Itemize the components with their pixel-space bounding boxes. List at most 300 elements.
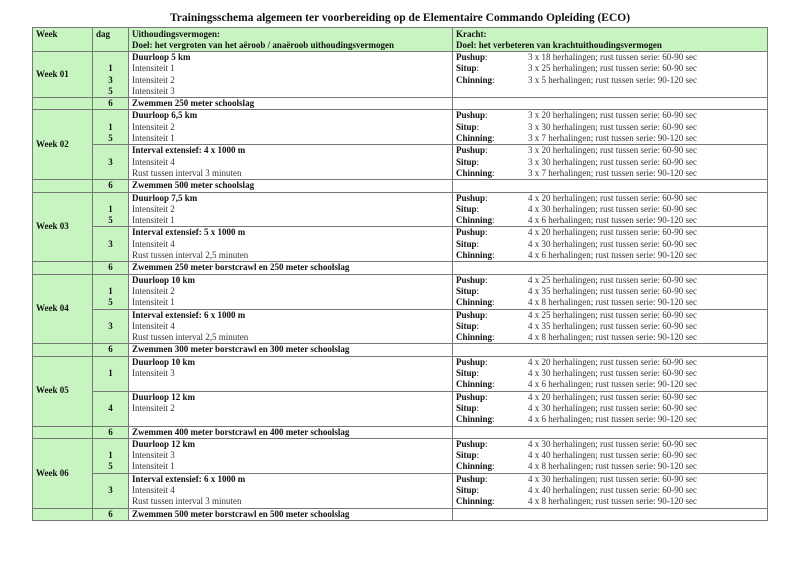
exercise-detail: Intensiteit 2 xyxy=(132,285,175,296)
colon: : xyxy=(492,379,495,390)
swim-day: 6 xyxy=(93,508,129,520)
strength-exercise-value: 4 x 40 herhalingen; rust tussen serie: 60-90 sec xyxy=(528,450,697,461)
swim-row xyxy=(33,262,768,274)
strength-exercise-name: Pushup xyxy=(456,274,486,285)
strength-exercise-value: 3 x 20 herhalingen; rust tussen serie: 60-90 sec xyxy=(528,145,697,156)
endurance-cell xyxy=(129,227,453,262)
day-number: 1 xyxy=(108,368,113,379)
strength-item xyxy=(456,321,764,332)
exercise-detail: Intensiteit 2 xyxy=(132,203,175,214)
swim-text: Zwemmen 300 meter borstcrawl en 300 meter schoolslag xyxy=(129,344,453,356)
strength-exercise-label xyxy=(456,110,528,121)
swim-day: 6 xyxy=(93,262,129,274)
strength-exercise-label xyxy=(456,297,528,308)
exercise-detail: Intensiteit 1 xyxy=(132,297,175,308)
colon: : xyxy=(485,192,488,203)
strength-exercise-label xyxy=(456,450,528,461)
strength-cell xyxy=(453,227,768,262)
strength-exercise-value: 3 x 18 herhalingen; rust tussen serie: 60-90 sec xyxy=(528,52,697,62)
strength-exercise-name: Chinning xyxy=(456,297,493,308)
strength-exercise-label xyxy=(456,496,528,507)
strength-item xyxy=(456,52,764,63)
day-number: 3 xyxy=(108,238,113,249)
swim-row xyxy=(33,508,768,520)
colon: : xyxy=(492,496,495,507)
day-number: 4 xyxy=(108,402,113,413)
colon: : xyxy=(476,63,480,74)
strength-exercise-name: Pushup xyxy=(456,356,486,367)
exercise-detail: Intensiteit 1 xyxy=(132,63,175,74)
endurance-cell xyxy=(129,438,453,473)
exercise-title: Interval extensief: 6 x 1000 m xyxy=(132,473,246,484)
strength-exercise-value: 4 x 20 herhalingen; rust tussen serie: 60-90 sec xyxy=(528,227,697,238)
strength-exercise-label xyxy=(456,392,528,403)
strength-exercise-label xyxy=(456,52,528,63)
colon: : xyxy=(492,167,495,178)
exercise-detail: Intensiteit 4 xyxy=(132,238,175,249)
training-block-row xyxy=(33,227,768,262)
day-number: 3 xyxy=(108,484,113,495)
header-strength xyxy=(453,28,768,52)
exercise-detail: Intensiteit 2 xyxy=(132,121,175,132)
exercise-title: Duurloop 10 km xyxy=(132,356,196,367)
endurance-cell xyxy=(129,192,453,227)
colon: : xyxy=(492,297,495,308)
swim-strength-empty xyxy=(453,344,768,356)
swim-day: 6 xyxy=(93,344,129,356)
strength-exercise-name: Situp xyxy=(456,156,477,167)
strength-exercise-label xyxy=(456,193,528,204)
swim-row xyxy=(33,426,768,438)
week-spacer-cell xyxy=(33,180,93,192)
swim-day: 6 xyxy=(93,180,129,192)
strength-item xyxy=(456,439,764,450)
strength-item xyxy=(456,157,764,168)
day-number: 1 xyxy=(108,121,113,132)
swim-strength-empty xyxy=(453,508,768,520)
exercise-detail: Rust tussen interval 3 minuten xyxy=(132,167,242,178)
exercise-detail: Intensiteit 1 xyxy=(132,461,175,472)
strength-exercise-value: 3 x 20 herhalingen; rust tussen serie: 60-90 sec xyxy=(528,110,697,121)
strength-cell xyxy=(453,110,768,145)
strength-exercise-value: 4 x 30 herhalingen; rust tussen serie: 60-90 sec xyxy=(528,368,697,379)
header-endurance xyxy=(129,28,453,52)
swim-strength-empty xyxy=(453,180,768,192)
day-number: 5 xyxy=(108,215,113,226)
strength-item xyxy=(456,332,764,343)
training-block-row xyxy=(33,274,768,309)
colon: : xyxy=(492,74,495,85)
strength-exercise-value: 3 x 5 herhalingen; rust tussen serie: 90-120 sec xyxy=(528,74,697,85)
week-spacer-cell xyxy=(33,262,93,274)
day-number: 5 xyxy=(108,461,113,472)
strength-cell xyxy=(453,356,768,391)
day-cell xyxy=(93,438,129,473)
week-spacer-cell xyxy=(33,98,93,110)
strength-exercise-value: 4 x 6 herhalingen; rust tussen serie: 90-120 sec xyxy=(528,414,697,425)
strength-exercise-value: 4 x 25 herhalingen; rust tussen serie: 60-90 sec xyxy=(528,309,697,320)
strength-exercise-label xyxy=(456,403,528,414)
exercise-detail: Rust tussen interval 2,5 minuten xyxy=(132,250,249,261)
strength-item xyxy=(456,168,764,179)
colon: : xyxy=(485,438,488,449)
strength-exercise-value: 4 x 30 herhalingen; rust tussen serie: 60-90 sec xyxy=(528,402,697,413)
strength-exercise-label xyxy=(456,239,528,250)
strength-exercise-value: 4 x 8 herhalingen; rust tussen serie: 90-120 sec xyxy=(528,332,697,343)
header-dag: dag xyxy=(93,28,129,52)
day-number: 3 xyxy=(108,156,113,167)
strength-exercise-value: 4 x 8 herhalingen; rust tussen serie: 90-120 sec xyxy=(528,461,697,472)
day-number: 5 xyxy=(108,297,113,308)
strength-cell xyxy=(453,309,768,344)
strength-exercise-name: Situp xyxy=(456,121,477,132)
endurance-cell xyxy=(129,356,453,391)
strength-exercise-value: 4 x 6 herhalingen; rust tussen serie: 90-120 sec xyxy=(528,250,697,261)
strength-item xyxy=(456,286,764,297)
strength-exercise-value: 4 x 8 herhalingen; rust tussen serie: 90-120 sec xyxy=(528,496,697,507)
strength-exercise-name: Situp xyxy=(456,320,477,331)
strength-exercise-label xyxy=(456,332,528,343)
colon: : xyxy=(485,110,488,121)
training-block-row xyxy=(33,145,768,180)
header-strength-goal: Doel: het verbeteren van krachtuithoudingsvermogen xyxy=(456,39,662,50)
strength-item xyxy=(456,474,764,485)
week-label: Week 05 xyxy=(33,356,93,426)
colon: : xyxy=(476,156,480,167)
training-block-row xyxy=(33,356,768,391)
strength-exercise-value: 4 x 30 herhalingen; rust tussen serie: 60-90 sec xyxy=(528,438,697,449)
strength-exercise-label xyxy=(456,474,528,485)
colon: : xyxy=(476,121,480,132)
strength-item xyxy=(456,485,764,496)
colon: : xyxy=(476,484,480,495)
day-cell xyxy=(93,391,129,426)
swim-row xyxy=(33,344,768,356)
week-label: Week 06 xyxy=(33,438,93,508)
strength-exercise-label xyxy=(456,168,528,179)
strength-exercise-value: 4 x 20 herhalingen; rust tussen serie: 60-90 sec xyxy=(528,192,697,203)
strength-exercise-name: Pushup xyxy=(456,309,486,320)
header-week: Week xyxy=(33,28,93,52)
strength-exercise-name: Chinning xyxy=(456,167,493,178)
endurance-cell xyxy=(129,473,453,508)
training-schedule-table xyxy=(32,27,768,521)
training-block-row xyxy=(33,52,768,98)
strength-exercise-value: 3 x 25 herhalingen; rust tussen serie: 60-90 sec xyxy=(528,63,697,74)
strength-exercise-value: 4 x 30 herhalingen; rust tussen serie: 60-90 sec xyxy=(528,473,697,484)
swim-strength-empty xyxy=(453,98,768,110)
strength-cell xyxy=(453,145,768,180)
day-number: 3 xyxy=(108,320,113,331)
strength-exercise-value: 4 x 35 herhalingen; rust tussen serie: 60-90 sec xyxy=(528,285,697,296)
strength-exercise-name: Pushup xyxy=(456,391,486,402)
endurance-cell xyxy=(129,110,453,145)
exercise-title: Interval extensief: 6 x 1000 m xyxy=(132,309,246,320)
exercise-detail: Intensiteit 1 xyxy=(132,133,175,144)
day-number: 1 xyxy=(108,285,113,296)
header-endurance-title: Uithoudingsvermogen: xyxy=(132,29,221,39)
endurance-cell xyxy=(129,274,453,309)
strength-exercise-value: 4 x 8 herhalingen; rust tussen serie: 90-120 sec xyxy=(528,297,697,308)
training-block-row xyxy=(33,110,768,145)
day-cell xyxy=(93,356,129,391)
week-spacer-cell xyxy=(33,426,93,438)
day-cell xyxy=(93,145,129,180)
strength-item xyxy=(456,145,764,156)
strength-item xyxy=(456,75,764,86)
exercise-title: Duurloop 12 km xyxy=(132,391,196,402)
strength-exercise-label xyxy=(456,485,528,496)
training-block-row xyxy=(33,309,768,344)
strength-exercise-value: 4 x 35 herhalingen; rust tussen serie: 60-90 sec xyxy=(528,320,697,331)
colon: : xyxy=(485,274,488,285)
strength-cell xyxy=(453,192,768,227)
exercise-detail: Intensiteit 4 xyxy=(132,320,175,331)
strength-exercise-name: Chinning xyxy=(456,461,493,472)
strength-exercise-label xyxy=(456,204,528,215)
exercise-detail: Intensiteit 3 xyxy=(132,85,175,96)
day-number: 5 xyxy=(108,85,113,96)
strength-item xyxy=(456,450,764,461)
exercise-detail: Intensiteit 3 xyxy=(132,368,175,379)
day-number: 1 xyxy=(108,63,113,74)
strength-exercise-name: Chinning xyxy=(456,250,493,261)
day-number: 3 xyxy=(108,74,113,85)
exercise-title: Duurloop 10 km xyxy=(132,274,196,285)
strength-exercise-name: Chinning xyxy=(456,74,493,85)
swim-row xyxy=(33,98,768,110)
strength-exercise-value: 4 x 40 herhalingen; rust tussen serie: 60-90 sec xyxy=(528,484,697,495)
strength-exercise-label xyxy=(456,461,528,472)
colon: : xyxy=(485,145,488,156)
strength-exercise-name: Pushup xyxy=(456,145,486,156)
strength-exercise-name: Pushup xyxy=(456,473,486,484)
strength-exercise-label xyxy=(456,122,528,133)
strength-exercise-name: Chinning xyxy=(456,215,493,226)
strength-exercise-label xyxy=(456,75,528,86)
strength-cell xyxy=(453,473,768,508)
colon: : xyxy=(485,52,488,62)
strength-exercise-value: 3 x 7 herhalingen; rust tussen serie: 90-120 sec xyxy=(528,167,697,178)
day-cell xyxy=(93,52,129,98)
strength-exercise-name: Situp xyxy=(456,484,477,495)
training-block-row xyxy=(33,192,768,227)
strength-item xyxy=(456,368,764,379)
training-block-row xyxy=(33,473,768,508)
exercise-detail: Intensiteit 2 xyxy=(132,74,175,85)
strength-item xyxy=(456,496,764,507)
strength-exercise-label xyxy=(456,439,528,450)
colon: : xyxy=(476,402,480,413)
strength-exercise-label xyxy=(456,414,528,425)
exercise-title: Duurloop 5 km xyxy=(132,52,191,62)
exercise-title: Duurloop 6,5 km xyxy=(132,110,198,121)
swim-row xyxy=(33,180,768,192)
strength-exercise-name: Chinning xyxy=(456,133,493,144)
strength-exercise-name: Pushup xyxy=(456,52,486,62)
strength-item xyxy=(456,239,764,250)
strength-exercise-label xyxy=(456,227,528,238)
strength-item xyxy=(456,193,764,204)
strength-exercise-name: Situp xyxy=(456,368,477,379)
strength-exercise-label xyxy=(456,133,528,144)
endurance-cell xyxy=(129,145,453,180)
strength-item xyxy=(456,461,764,472)
week-label: Week 04 xyxy=(33,274,93,344)
header-endurance-goal: Doel: het vergroten van het aëroob / anaëroob uithoudingsvermogen xyxy=(132,39,394,50)
strength-exercise-name: Chinning xyxy=(456,496,493,507)
swim-text: Zwemmen 250 meter borstcrawl en 250 meter schoolslag xyxy=(129,262,453,274)
document-title: Trainingsschema algemeen ter voorbereiding op de Elementaire Commando Opleiding (ECO) xyxy=(169,12,631,24)
colon: : xyxy=(492,332,495,343)
strength-item xyxy=(456,215,764,226)
strength-item xyxy=(456,379,764,390)
strength-cell xyxy=(453,52,768,98)
exercise-detail: Intensiteit 4 xyxy=(132,156,175,167)
strength-exercise-value: 3 x 30 herhalingen; rust tussen serie: 60-90 sec xyxy=(528,156,697,167)
strength-exercise-value: 4 x 20 herhalingen; rust tussen serie: 60-90 sec xyxy=(528,356,697,367)
day-cell xyxy=(93,274,129,309)
day-number: 1 xyxy=(108,450,113,461)
strength-item xyxy=(456,275,764,286)
strength-exercise-name: Pushup xyxy=(456,110,486,121)
day-cell xyxy=(93,309,129,344)
colon: : xyxy=(476,320,480,331)
colon: : xyxy=(476,450,480,461)
exercise-detail: Rust tussen interval 3 minuten xyxy=(132,496,242,507)
strength-item xyxy=(456,414,764,425)
strength-item xyxy=(456,250,764,261)
day-cell xyxy=(93,473,129,508)
strength-exercise-label xyxy=(456,379,528,390)
strength-exercise-name: Pushup xyxy=(456,192,486,203)
strength-item xyxy=(456,204,764,215)
strength-item xyxy=(456,133,764,144)
strength-item xyxy=(456,310,764,321)
colon: : xyxy=(476,238,480,249)
strength-exercise-name: Situp xyxy=(456,285,477,296)
swim-text: Zwemmen 500 meter schoolslag xyxy=(129,180,453,192)
endurance-cell xyxy=(129,52,453,98)
strength-exercise-value: 3 x 7 herhalingen; rust tussen serie: 90-120 sec xyxy=(528,133,697,144)
exercise-title: Duurloop 12 km xyxy=(132,438,196,449)
day-number: 1 xyxy=(108,203,113,214)
header-strength-title: Kracht: xyxy=(456,29,487,39)
swim-text: Zwemmen 400 meter borstcrawl en 400 meter schoolslag xyxy=(129,426,453,438)
colon: : xyxy=(485,473,488,484)
swim-day: 6 xyxy=(93,98,129,110)
strength-item xyxy=(456,110,764,121)
swim-strength-empty xyxy=(453,262,768,274)
colon: : xyxy=(485,309,488,320)
exercise-detail: Intensiteit 2 xyxy=(132,402,175,413)
colon: : xyxy=(492,461,495,472)
exercise-title: Interval extensief: 4 x 1000 m xyxy=(132,145,246,156)
day-cell xyxy=(93,110,129,145)
week-label: Week 03 xyxy=(33,192,93,262)
strength-exercise-name: Pushup xyxy=(456,227,486,238)
exercise-title: Interval extensief: 5 x 1000 m xyxy=(132,227,246,238)
strength-item xyxy=(456,227,764,238)
endurance-cell xyxy=(129,309,453,344)
week-spacer-cell xyxy=(33,508,93,520)
colon: : xyxy=(476,368,480,379)
colon: : xyxy=(476,285,480,296)
strength-cell xyxy=(453,391,768,426)
day-cell xyxy=(93,192,129,227)
endurance-cell xyxy=(129,391,453,426)
strength-exercise-label xyxy=(456,368,528,379)
strength-exercise-label xyxy=(456,357,528,368)
strength-exercise-name: Situp xyxy=(456,203,477,214)
colon: : xyxy=(485,391,488,402)
exercise-detail: Intensiteit 1 xyxy=(132,215,175,226)
strength-cell xyxy=(453,274,768,309)
strength-item xyxy=(456,357,764,368)
strength-exercise-label xyxy=(456,310,528,321)
strength-exercise-name: Chinning xyxy=(456,332,493,343)
strength-exercise-name: Chinning xyxy=(456,379,493,390)
colon: : xyxy=(492,215,495,226)
exercise-detail: Intensiteit 3 xyxy=(132,450,175,461)
strength-item xyxy=(456,392,764,403)
colon: : xyxy=(492,133,495,144)
day-number: 5 xyxy=(108,133,113,144)
week-label: Week 02 xyxy=(33,110,93,180)
colon: : xyxy=(485,227,488,238)
strength-exercise-label xyxy=(456,145,528,156)
strength-exercise-name: Pushup xyxy=(456,438,486,449)
strength-exercise-label xyxy=(456,63,528,74)
colon: : xyxy=(485,356,488,367)
swim-text: Zwemmen 500 meter borstcrawl en 500 meter schoolslag xyxy=(129,508,453,520)
strength-exercise-name: Situp xyxy=(456,450,477,461)
strength-exercise-value: 4 x 25 herhalingen; rust tussen serie: 60-90 sec xyxy=(528,274,697,285)
colon: : xyxy=(476,203,480,214)
strength-item xyxy=(456,63,764,74)
strength-exercise-label xyxy=(456,275,528,286)
week-label: Week 01 xyxy=(33,52,93,98)
strength-exercise-label xyxy=(456,321,528,332)
table-header-row xyxy=(33,28,768,52)
strength-exercise-name: Situp xyxy=(456,63,477,74)
strength-exercise-label xyxy=(456,250,528,261)
day-cell xyxy=(93,227,129,262)
strength-exercise-name: Chinning xyxy=(456,414,493,425)
strength-exercise-name: Situp xyxy=(456,238,477,249)
exercise-detail: Intensiteit 4 xyxy=(132,484,175,495)
swim-strength-empty xyxy=(453,426,768,438)
strength-exercise-value: 4 x 6 herhalingen; rust tussen serie: 90-120 sec xyxy=(528,379,697,390)
strength-exercise-value: 4 x 30 herhalingen; rust tussen serie: 60-90 sec xyxy=(528,238,697,249)
swim-day: 6 xyxy=(93,426,129,438)
exercise-detail: Rust tussen interval 2,5 minuten xyxy=(132,332,249,343)
colon: : xyxy=(492,250,495,261)
strength-item xyxy=(456,403,764,414)
strength-exercise-value: 4 x 30 herhalingen; rust tussen serie: 60-90 sec xyxy=(528,203,697,214)
strength-exercise-value: 4 x 6 herhalingen; rust tussen serie: 90-120 sec xyxy=(528,215,697,226)
colon: : xyxy=(492,414,495,425)
strength-item xyxy=(456,297,764,308)
swim-text: Zwemmen 250 meter schoolslag xyxy=(129,98,453,110)
strength-cell xyxy=(453,438,768,473)
week-spacer-cell xyxy=(33,344,93,356)
strength-exercise-label xyxy=(456,157,528,168)
strength-exercise-value: 3 x 30 herhalingen; rust tussen serie: 60-90 sec xyxy=(528,121,697,132)
strength-exercise-name: Situp xyxy=(456,402,477,413)
training-block-row xyxy=(33,391,768,426)
training-block-row xyxy=(33,438,768,473)
